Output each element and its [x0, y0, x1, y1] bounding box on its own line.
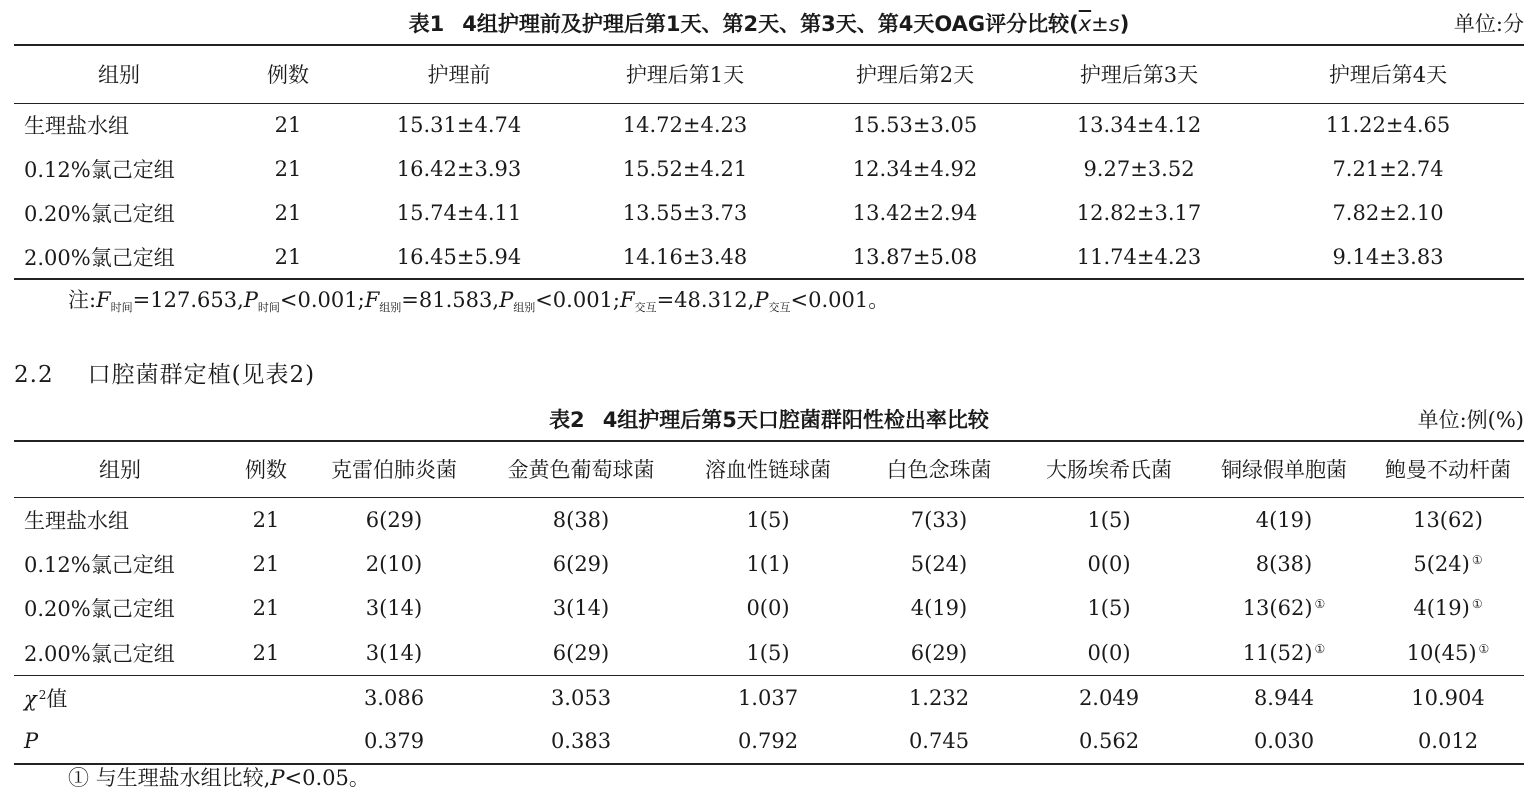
table2-cell-value: 0.12%氯己定组	[24, 552, 175, 577]
note-f-time: =127.653,	[132, 288, 244, 312]
table2-cell-value: 0(0)	[746, 596, 790, 621]
table1-cell: 14.72±4.23	[622, 113, 748, 138]
table1-cell: 11.22±4.65	[1325, 113, 1451, 138]
note-f-symbol: F	[96, 288, 111, 312]
table2-cell-value: 3(14)	[365, 640, 423, 665]
table2-cell	[14, 631, 226, 676]
table1-cell: 15.53±3.05	[852, 113, 978, 138]
table1-cell: 0.12%氯己定组	[24, 158, 175, 182]
table2-header-cell: 克雷伯肺炎菌	[306, 441, 482, 497]
table2-cell	[226, 631, 306, 676]
table2-cell-value: 21	[252, 507, 280, 532]
table1-cell: 21	[274, 157, 302, 181]
note-p-symbol-group: P	[499, 288, 514, 312]
note-sub-inter-p: 交互	[768, 301, 791, 314]
table1-cell: 21	[274, 113, 302, 138]
table2-cell	[1022, 586, 1196, 631]
table2-cell	[14, 542, 226, 587]
p-value: 0.383	[482, 720, 680, 765]
table1-cell: 7.21±2.74	[1332, 157, 1444, 181]
table2-cell	[1022, 497, 1196, 542]
chi-value: 10.904	[1372, 675, 1524, 720]
table1-title	[14, 8, 1524, 38]
section-heading	[14, 356, 315, 389]
table1-unit: 单位:分	[1453, 12, 1524, 36]
table2-cell	[306, 497, 482, 542]
significance-mark: ①	[1478, 641, 1490, 656]
table2-cell	[306, 542, 482, 587]
table2-cell-value: 6(29)	[910, 640, 968, 665]
table1-cell: 11.74±4.23	[1026, 235, 1252, 279]
table1-cell: 7.82±2.10	[1332, 201, 1444, 225]
chi-superscript: 2	[38, 687, 47, 702]
table2-cell	[306, 631, 482, 676]
table2-cell-value: 21	[252, 596, 280, 621]
table2-cell-value: 7(33)	[910, 507, 968, 532]
table2-cell	[680, 631, 856, 676]
table2-cell-value: 11(52)	[1242, 640, 1313, 665]
table2-cell	[680, 586, 856, 631]
table1-header-row	[14, 45, 1524, 103]
note-p-time: <0.001;	[279, 288, 365, 312]
table1-row	[14, 191, 1524, 235]
table2-cell-value: 2(10)	[365, 551, 423, 576]
table1-caption	[14, 4, 1524, 36]
table2-cell-value: 6(29)	[365, 507, 423, 532]
chi-value: 1.037	[680, 675, 856, 720]
table2-cell-value: 0(0)	[1087, 551, 1131, 576]
table1-row	[14, 235, 1524, 279]
table2-header-row	[14, 441, 1524, 497]
significance-mark: ①	[1471, 552, 1483, 567]
section-title: 口腔菌群定植(见表2)	[87, 362, 316, 388]
table2-title-text: 4组护理后第5天口腔菌群阳性检出率比较	[602, 408, 989, 432]
table1-cell: 15.52±4.21	[622, 157, 748, 181]
p-value: 0.030	[1196, 720, 1372, 765]
table1-cell: 9.27±3.52	[1083, 157, 1195, 181]
table2-header-cell: 鲍曼不动杆菌	[1372, 441, 1524, 497]
table1-title-text: 4组护理前及护理后第1天、第2天、第3天、第4天OAG评分比较(	[462, 12, 1079, 36]
note-f-symbol-group: F	[364, 288, 380, 312]
table2-cell-value: 3(14)	[552, 596, 610, 621]
significance-mark: ①	[1314, 641, 1326, 656]
table2-header-cell: 组别	[14, 441, 226, 497]
table2-cell	[1196, 542, 1372, 587]
table2-title	[14, 404, 1524, 434]
table2-cell	[14, 497, 226, 542]
table1-row	[14, 103, 1524, 147]
table2-cell	[482, 586, 680, 631]
table1-cell: 16.42±3.93	[396, 157, 522, 181]
table2-header-cell: 白色念珠菌	[856, 441, 1022, 497]
table1-title-prefix: 表1	[408, 12, 445, 36]
table2-header-cell: 铜绿假单胞菌	[1196, 441, 1372, 497]
table2-note-text: 与生理盐水组比较,	[95, 766, 271, 790]
note-sub-group: 组别	[379, 301, 402, 314]
p-value: 0.562	[1022, 720, 1196, 765]
table2-cell	[856, 497, 1022, 542]
table2-cell	[1196, 497, 1372, 542]
table1-note	[68, 284, 889, 315]
table2-cell	[226, 497, 306, 542]
table1-cell: 14.16±3.48	[566, 235, 804, 279]
chi-value: 3.053	[482, 675, 680, 720]
p-label: P	[14, 720, 306, 765]
table2-cell-value: 13(62)	[1413, 507, 1483, 532]
note-sub-group-p: 组别	[513, 301, 536, 314]
table2-cell-value: 4(19)	[1255, 507, 1313, 532]
table2-cell-value: 1(1)	[746, 551, 790, 576]
table2-cell-value: 21	[252, 551, 280, 576]
table2-cell	[1196, 586, 1372, 631]
table1-cell: 12.34±4.92	[852, 157, 978, 181]
chi-suffix: 值	[46, 686, 68, 711]
significance-mark: ①	[1471, 597, 1483, 612]
note-f-group: =81.583,	[401, 288, 500, 312]
table2-header-cell: 例数	[226, 441, 306, 497]
table2-cell-value: 8(38)	[1255, 551, 1313, 576]
table2-note-p: P	[270, 766, 285, 790]
table2-cell	[482, 497, 680, 542]
table2-cell	[226, 542, 306, 587]
table2-cell-value: 5(24)	[910, 551, 968, 576]
p-value: 0.012	[1372, 720, 1524, 765]
table1-header-cell: 护理后第4天	[1252, 45, 1524, 103]
note-p-group: <0.001;	[535, 288, 620, 312]
table1-cell: 13.55±3.73	[622, 201, 748, 225]
table2-cell-value: 2.00%氯己定组	[24, 641, 175, 666]
table1-header-cell: 护理后第1天	[566, 45, 804, 103]
table1-header-cell: 例数	[224, 45, 352, 103]
table2-cell	[856, 586, 1022, 631]
table1-cell: 2.00%氯己定组	[14, 235, 224, 279]
table1-cell: 13.87±5.08	[804, 235, 1026, 279]
table1-title-sd-symbol: s	[1108, 12, 1120, 36]
table1	[14, 44, 1524, 280]
p-value: 0.379	[306, 720, 482, 765]
table2-row	[14, 542, 1524, 587]
table1-cell: 16.45±5.94	[352, 235, 566, 279]
table1-body	[14, 103, 1524, 279]
table2-cell-value: 0(0)	[1087, 640, 1131, 665]
note-f-inter: =48.312,	[656, 288, 755, 312]
table1-title-mean-symbol: $\overline{x}$	[1078, 12, 1092, 36]
table2-cell	[1022, 631, 1196, 676]
table2-cell-value: 10(45)	[1406, 640, 1477, 665]
table2-cell	[482, 542, 680, 587]
table2-cell	[1372, 542, 1524, 587]
table1-header-cell: 护理前	[352, 45, 566, 103]
table2-cell-value: 4(19)	[1413, 596, 1470, 621]
table2-row	[14, 586, 1524, 631]
table1-header-cell: 护理后第2天	[804, 45, 1026, 103]
table2-cell	[1022, 542, 1196, 587]
note-sub-inter: 交互	[634, 301, 657, 314]
table1-cell: 15.74±4.11	[396, 201, 522, 225]
table2-cell-value: 6(29)	[552, 640, 610, 665]
note-p-symbol: P	[243, 288, 258, 312]
chi-symbol: χ	[24, 686, 37, 711]
table2-header-cell: 大肠埃希氏菌	[1022, 441, 1196, 497]
table2-cell-value: 1(5)	[746, 507, 790, 532]
note-sub-time: 时间	[110, 301, 133, 314]
table2-title-prefix: 表2	[549, 408, 585, 432]
table1-row	[14, 147, 1524, 191]
note-p-inter: <0.001。	[790, 288, 890, 312]
table2-cell	[482, 631, 680, 676]
table2-cell	[680, 542, 856, 587]
table2-cell-value: 1(5)	[1087, 507, 1131, 532]
table2-row	[14, 631, 1524, 676]
table2-cell-value: 6(29)	[552, 551, 610, 576]
table2-cell-value: 3(14)	[365, 596, 423, 621]
table2-cell	[1196, 631, 1372, 676]
table2-note	[68, 762, 370, 792]
chi-value: 8.944	[1196, 675, 1372, 720]
table2-cell-value: 21	[252, 640, 280, 665]
table2-body	[14, 497, 1524, 764]
note-sub-time-p: 时间	[257, 301, 280, 314]
table2-cell	[1372, 586, 1524, 631]
table1-cell: 21	[274, 201, 302, 225]
table1-cell: 15.31±4.74	[396, 113, 522, 138]
chi-label	[14, 675, 306, 720]
table1-note-prefix: 注:	[68, 288, 97, 312]
table2-cell-value: 1(5)	[1087, 596, 1131, 621]
table2-cell	[14, 586, 226, 631]
table2-cell	[856, 542, 1022, 587]
table2-cell	[1372, 631, 1524, 676]
section-number: 2.2	[14, 362, 54, 388]
table2-cell-value: 8(38)	[552, 507, 610, 532]
significance-mark: ①	[1314, 597, 1326, 612]
table2-cell-value: 5(24)	[1413, 551, 1470, 576]
table2-cell	[680, 497, 856, 542]
chi-value: 3.086	[306, 675, 482, 720]
table2-cell-value: 0.20%氯己定组	[24, 597, 175, 622]
table1-cell: 13.34±4.12	[1076, 113, 1202, 138]
table2-cell	[856, 631, 1022, 676]
table2-note-value: <0.05。	[284, 766, 370, 790]
chi-value: 2.049	[1022, 675, 1196, 720]
table2-caption	[14, 400, 1524, 432]
table2-cell-value: 4(19)	[910, 596, 968, 621]
table2-note-marker: ①	[68, 766, 89, 790]
table2-cell-value: 1(5)	[746, 640, 790, 665]
table2-cell	[306, 586, 482, 631]
note-f-symbol-inter: F	[620, 288, 635, 312]
chi-value: 1.232	[856, 675, 1022, 720]
table1-cell: 21	[224, 235, 352, 279]
table2-cell	[226, 586, 306, 631]
table2-chi-row	[14, 675, 1524, 720]
table1-header-cell: 组别	[14, 45, 224, 103]
p-value: 0.745	[856, 720, 1022, 765]
table1-cell: 9.14±3.83	[1252, 235, 1524, 279]
table1-cell: 生理盐水组	[24, 114, 129, 139]
table1-cell: 0.20%氯己定组	[24, 202, 175, 226]
note-p-symbol-inter: P	[754, 288, 769, 312]
table2-header-cell: 溶血性链球菌	[680, 441, 856, 497]
p-value: 0.792	[680, 720, 856, 765]
table2-cell-value: 13(62)	[1242, 596, 1313, 621]
table2-p-row	[14, 720, 1524, 765]
table1-title-pm: ±	[1091, 12, 1109, 36]
table1-cell: 13.42±2.94	[852, 201, 978, 225]
table2-cell	[1372, 497, 1524, 542]
table2-cell-value: 生理盐水组	[24, 508, 129, 533]
table1-cell: 12.82±3.17	[1076, 201, 1202, 225]
table2-header-cell: 金黄色葡萄球菌	[482, 441, 680, 497]
table2-unit: 单位:例(%)	[1417, 408, 1524, 432]
table1-title-close: )	[1119, 12, 1130, 36]
table2-row	[14, 497, 1524, 542]
table1-header-cell: 护理后第3天	[1026, 45, 1252, 103]
table2	[14, 440, 1524, 765]
